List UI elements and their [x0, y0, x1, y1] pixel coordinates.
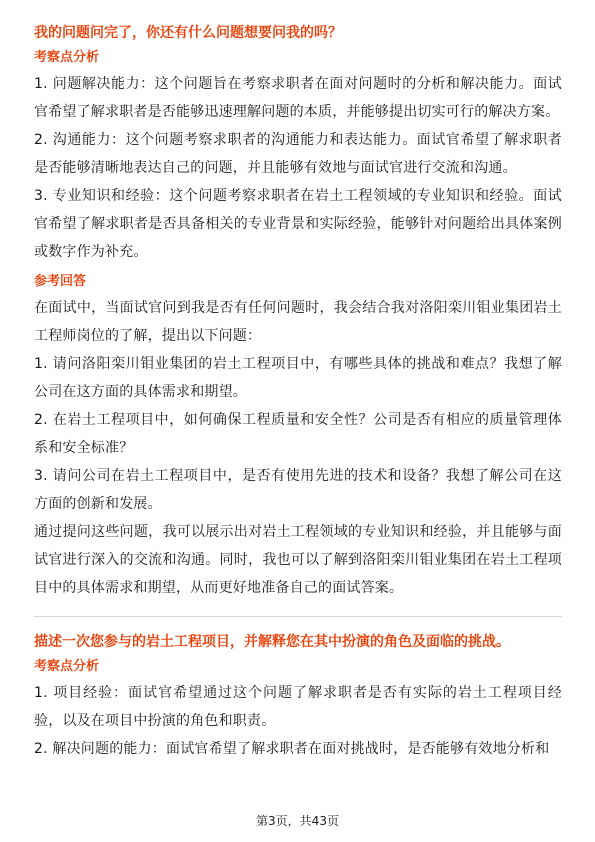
analysis-point: 2. 解决问题的能力：面试官希望了解求职者在面对挑战时，是否能够有效地分析和 [34, 741, 550, 757]
answer-paragraph: 2. 在岩土工程项目中，如何确保工程质量和安全性？公司是否有相应的质量管理体系和安全标准？ [34, 412, 562, 456]
analysis-heading: 考察点分析 [34, 659, 100, 674]
question-title: 描述一次您参与的岩土工程项目，并解释您在其中扮演的角色及面临的挑战。 [34, 634, 510, 650]
answer-paragraph: 通过提问这些问题，我可以展示出对岩土工程领域的专业知识和经验，并且能够与面试官进行深入的交流和沟通。同时，我也可以了解到洛阳栾川钼业集团在岩土工程项目中的具体需求和期望，从而更好地准备自己的面试答案。 [34, 524, 562, 596]
analysis-point: 1. 项目经验：面试官希望通过这个问题了解求职者是否有实际的岩土工程项目经验，以及在项目中扮演的角色和职责。 [34, 685, 562, 729]
qa-block-2 [34, 631, 562, 763]
analysis-point: 3. 专业知识和经验：这个问题考察求职者在岩土工程领域的专业知识和经验。面试官希望了解求职者是否具备相关的专业背景和实际经验，能够针对问题给出具体案例或数字作为补充。 [34, 188, 562, 260]
answer-paragraph: 3. 请问公司在岩土工程项目中，是否有使用先进的技术和设备？我想了解公司在这方面的创新和发展。 [34, 468, 562, 512]
question-title: 我的问题问完了，你还有什么问题想要问我的吗？ [34, 25, 342, 41]
analysis-point: 1. 问题解决能力：这个问题旨在考察求职者在面对问题时的分析和解决能力。面试官希望了解求职者是否能够迅速理解问题的本质，并能够提出切实可行的解决方案。 [34, 76, 562, 120]
qa-block-1 [34, 22, 562, 602]
answer-paragraph: 在面试中，当面试官问到我是否有任何问题时，我会结合我对洛阳栾川钼业集团岩土工程师岗位的了解，提出以下问题： [34, 300, 562, 344]
section-divider [34, 616, 562, 617]
analysis-heading: 考察点分析 [34, 50, 100, 65]
answer-heading: 参考回答 [34, 274, 87, 289]
answer-paragraph: 1. 请问洛阳栾川钼业集团的岩土工程项目中，有哪些具体的挑战和难点？我想了解公司在这方面的具体需求和期望。 [34, 356, 562, 400]
analysis-point: 2. 沟通能力：这个问题考察求职者的沟通能力和表达能力。面试官希望了解求职者是否能够清晰地表达自己的问题，并且能够有效地与面试官进行交流和沟通。 [34, 132, 562, 176]
page-number: 第3页，共43页 [256, 814, 339, 828]
document-page [34, 22, 562, 763]
